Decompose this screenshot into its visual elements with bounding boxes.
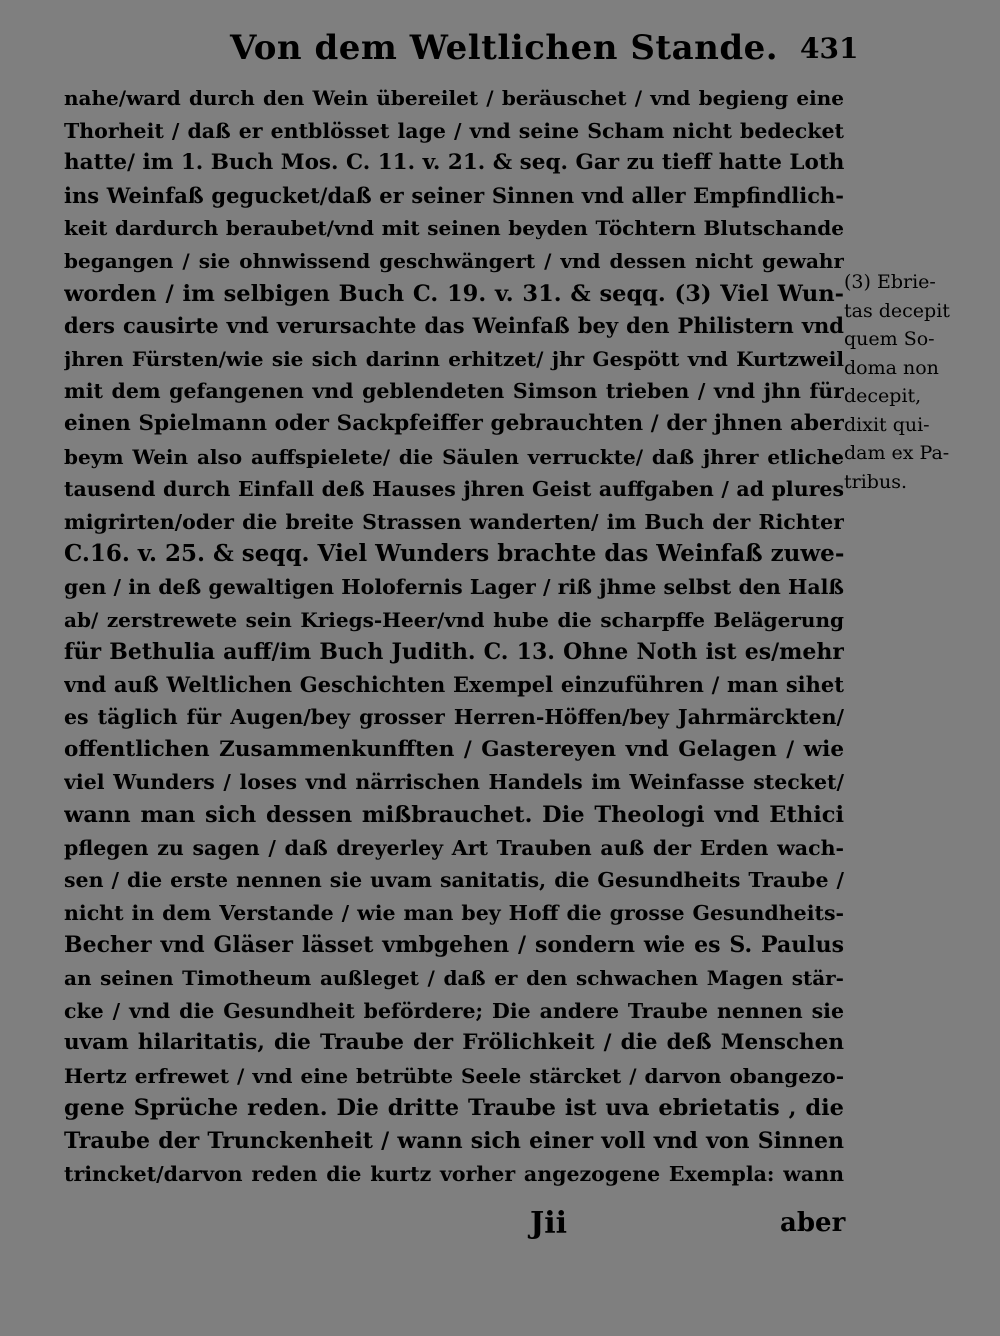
text-line: wann man sich dessen mißbrauchet. Die Theologi vnd Ethici	[64, 802, 844, 829]
text-line: ab/ zerstrewete sein Kriegs-Heer/vnd hube die scharpffe Belägerung	[64, 607, 844, 632]
text-line: pflegen zu sagen / daß dreyerley Art Trauben auß der Erden wach-	[64, 835, 844, 860]
main-text-block	[64, 82, 844, 1190]
page-header	[0, 28, 1000, 72]
text-line: gene Sprüche reden. Die dritte Traube ist uva ebrietatis , die	[64, 1095, 844, 1122]
running-head: Von dem Weltlichen Stande.	[230, 28, 779, 68]
marginal-note-line: decepit,	[844, 385, 922, 407]
text-line: tausend durch Einfall deß Hauses jhren Geist auffgaben / ad plures	[64, 477, 844, 502]
text-line: es täglich für Augen/bey grosser Herren-Höffen/bey Jahrmärckten/	[64, 705, 844, 730]
text-line: gen / in deß gewaltigen Holofernis Lager / riß jhme selbst den Halß	[64, 574, 844, 599]
text-line: an seinen Timotheum außleget / daß er den schwachen Magen stär-	[64, 966, 844, 991]
marginal-note-line: tas decepit	[844, 299, 950, 322]
text-line: Thorheit / daß er entblösset lage / vnd seine Scham nicht bedecket	[64, 118, 844, 143]
page-number: 431	[800, 32, 859, 65]
marginal-note-line: dam ex Pa-	[844, 442, 950, 464]
text-line: beym Wein also auffspielete/ die Säulen verruckte/ daß jhrer etliche	[64, 444, 844, 469]
text-line: viel Wunders / loses vnd närrischen Handels im Weinfasse stecket/	[64, 770, 844, 795]
text-line: vnd auß Weltlichen Geschichten Exempel einzuführen / man sihet	[64, 671, 844, 697]
text-line: migrirten/oder die breite Strassen wanderten/ im Buch der Richter	[64, 509, 844, 534]
text-line: Traube der Trunckenheit / wann sich einer voll vnd von Sinnen	[64, 1128, 844, 1154]
marginal-note	[844, 268, 994, 496]
marginal-note-line: quem So-	[844, 328, 935, 350]
text-line: trincket/darvon reden die kurtz vorher angezogene Exempla: wann	[64, 1161, 844, 1186]
text-line: mit dem gefangenen vnd geblendeten Simson trieben / vnd jhn für	[64, 379, 844, 404]
text-line: ins Weinfaß gegucket/daß er seiner Sinnen vnd aller Empfindlich-	[64, 182, 844, 208]
text-line: nicht in dem Verstande / wie man bey Hoff die grosse Gesundheits-	[64, 900, 844, 925]
text-line: cke / vnd die Gesundheit befördere; Die andere Traube nennen sie	[64, 998, 844, 1023]
text-line: worden / im selbigen Buch C. 19. v. 31. & seqq. (3) Viel Wun-	[64, 280, 844, 307]
text-line: jhren Fürsten/wie sie sich darinn erhitzet/ jhr Gespött vnd Kurtzweil	[64, 346, 844, 371]
marginal-note-line: (3) Ebrie-	[844, 271, 936, 293]
text-line: nahe/ward durch den Wein übereilet / beräuschet / vnd begieng eine	[64, 86, 844, 110]
text-line: uvam hilaritatis, die Traube der Frölichkeit / die deß Menschen	[64, 1030, 844, 1056]
page-footer	[0, 1206, 1000, 1246]
text-line: für Bethulia auff/im Buch Judith. C. 13. Ohne Noth ist es/mehr	[64, 639, 844, 666]
text-line: offentlichen Zusammenkunfften / Gastereyen vnd Gelagen / wie	[64, 736, 844, 762]
text-line: Becher vnd Gläser lässet vmbgehen / sondern wie es S. Paulus	[64, 932, 844, 959]
text-line: begangen / sie ohnwissend geschwängert / vnd dessen nicht gewahr	[64, 248, 844, 273]
signature-mark: Jii	[530, 1206, 567, 1241]
marginal-note-line: tribus.	[844, 470, 907, 493]
catchword: aber	[780, 1208, 846, 1238]
text-line: ders causirte vnd verursachte das Weinfaß bey den Philistern vnd	[64, 313, 844, 339]
text-line: Hertz erfrewet / vnd eine betrübte Seele stärcket / darvon obangezo-	[64, 1063, 844, 1088]
text-line: einen Spielmann oder Sackpfeiffer gebrauchten / der jhnen aber	[64, 410, 844, 436]
marginal-note-line: dixit qui-	[844, 413, 930, 436]
marginal-note-line: doma non	[844, 356, 939, 379]
text-line: keit dardurch beraubet/vnd mit seinen beyden Töchtern Blutschande	[64, 216, 844, 241]
text-line: hatte/ im 1. Buch Mos. C. 11. v. 21. & seq. Gar zu tieff hatte Loth	[64, 150, 844, 176]
text-line: sen / die erste nennen sie uvam sanitatis, die Gesundheits Traube /	[64, 868, 844, 893]
text-line: C.16. v. 25. & seqq. Viel Wunders brachte das Weinfaß zuwe-	[64, 540, 844, 568]
